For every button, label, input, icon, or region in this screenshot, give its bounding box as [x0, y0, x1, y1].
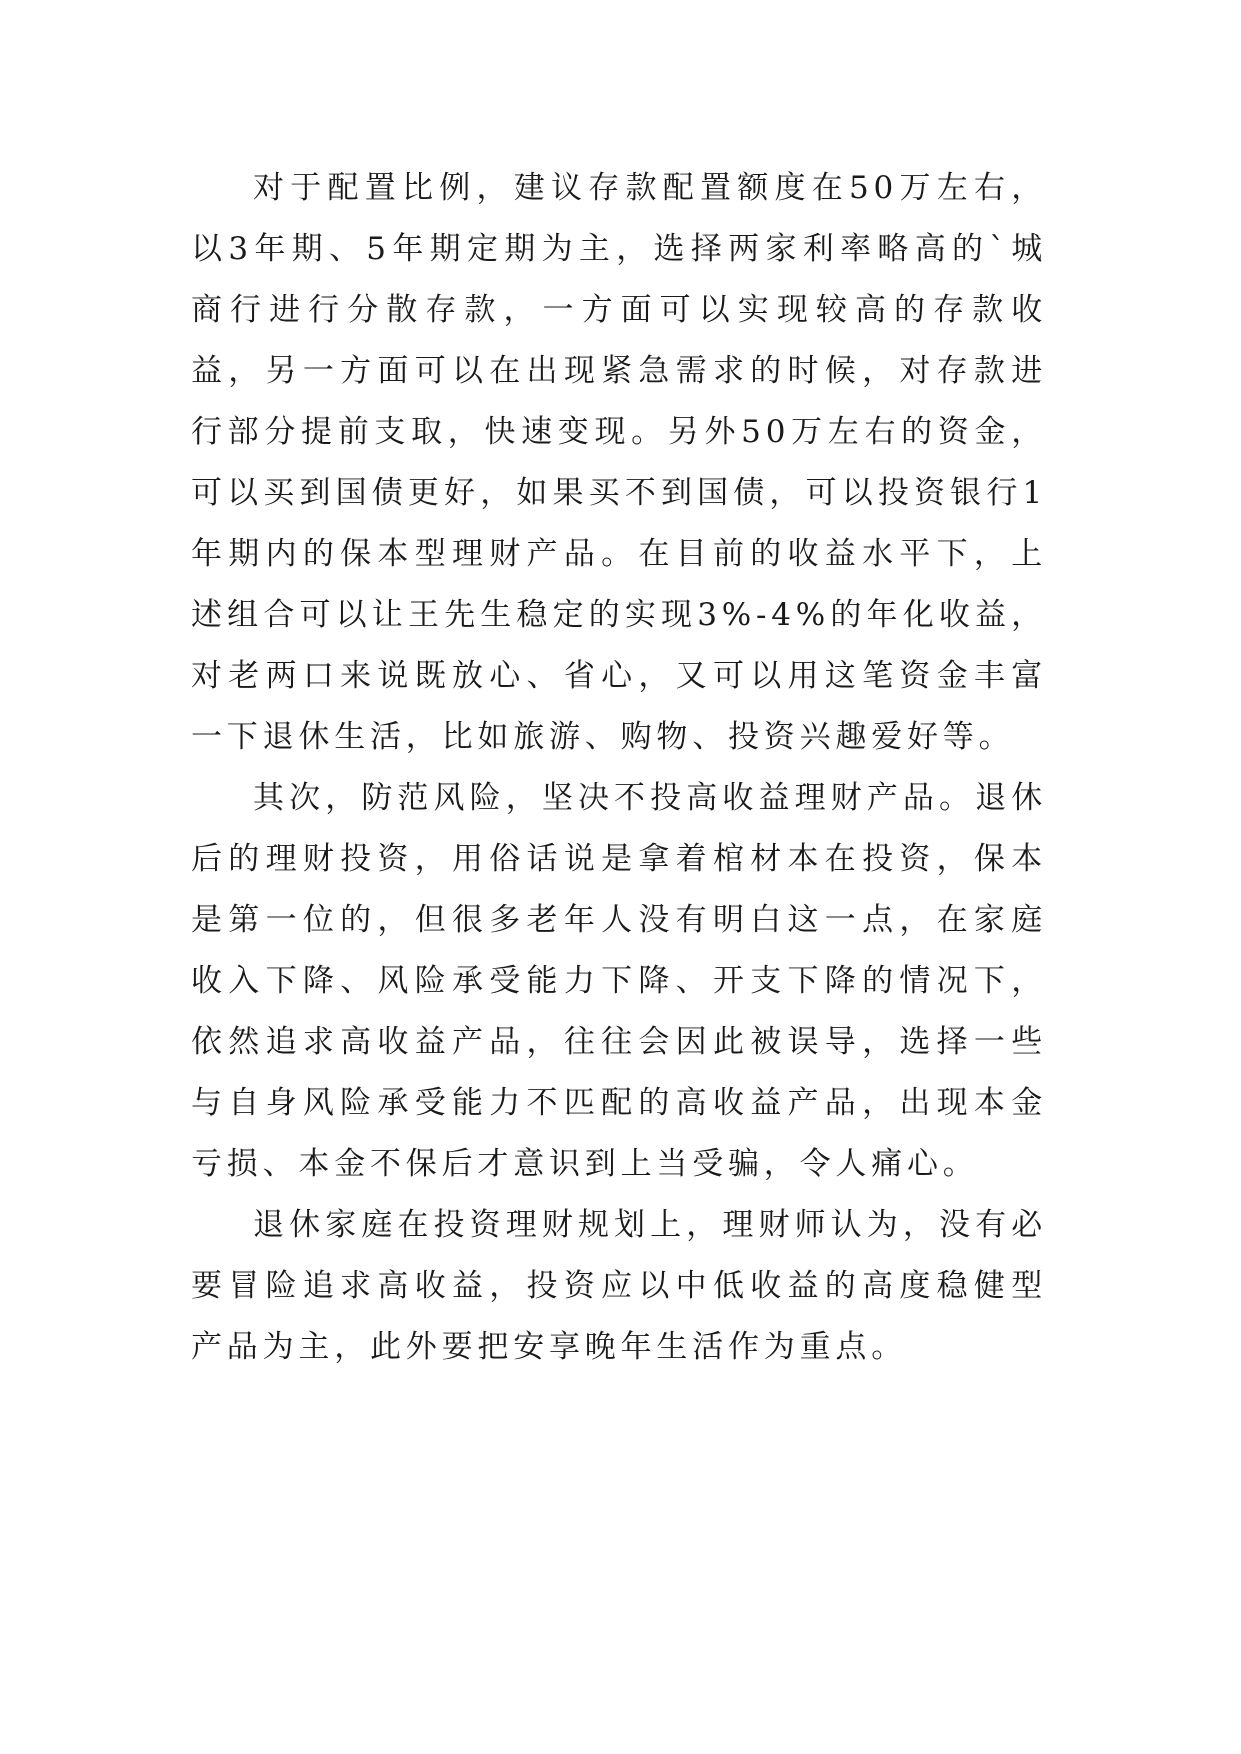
document-body: [191, 158, 1047, 1378]
paragraph-allocation: 对于配置比例，建议存款配置额度在50万左右，以3年期、5年期定期为主，选择两家利率略高的`城商行进行分散存款，一方面可以实现较高的存款收益，另一方面可以在出现紧急需求的时候，对存款进行部分提前支取，快速变现。另外50万左右的资金，可以买到国债更好，如果买不到国债，可以投资银行1年期内的保本型理财产品。在目前的收益水平下，上述组合可以让王先生稳定的实现3%-4%的年化收益，对老两口来说既放心、省心，又可以用这笔资金丰富一下退休生活，比如旅游、购物、投资兴趣爱好等。: [191, 170, 1047, 755]
paragraph-risk-prevention: 其次，防范风险，坚决不投高收益理财产品。退休后的理财投资，用俗话说是拿着棺材本在投资，保本是第一位的，但很多老年人没有明白这一点，在家庭收入下降、风险承受能力下降、开支下降的情况下，依然追求高收益产品，往往会因此被误导，选择一些与自身风险承受能力不匹配的高收益产品，出现本金亏损、本金不保后才意识到上当受骗，令人痛心。: [191, 780, 1047, 1182]
paragraph-conclusion: 退休家庭在投资理财规划上，理财师认为，没有必要冒险追求高收益，投资应以中低收益的高度稳健型产品为主，此外要把安享晚年生活作为重点。: [191, 1207, 1047, 1365]
